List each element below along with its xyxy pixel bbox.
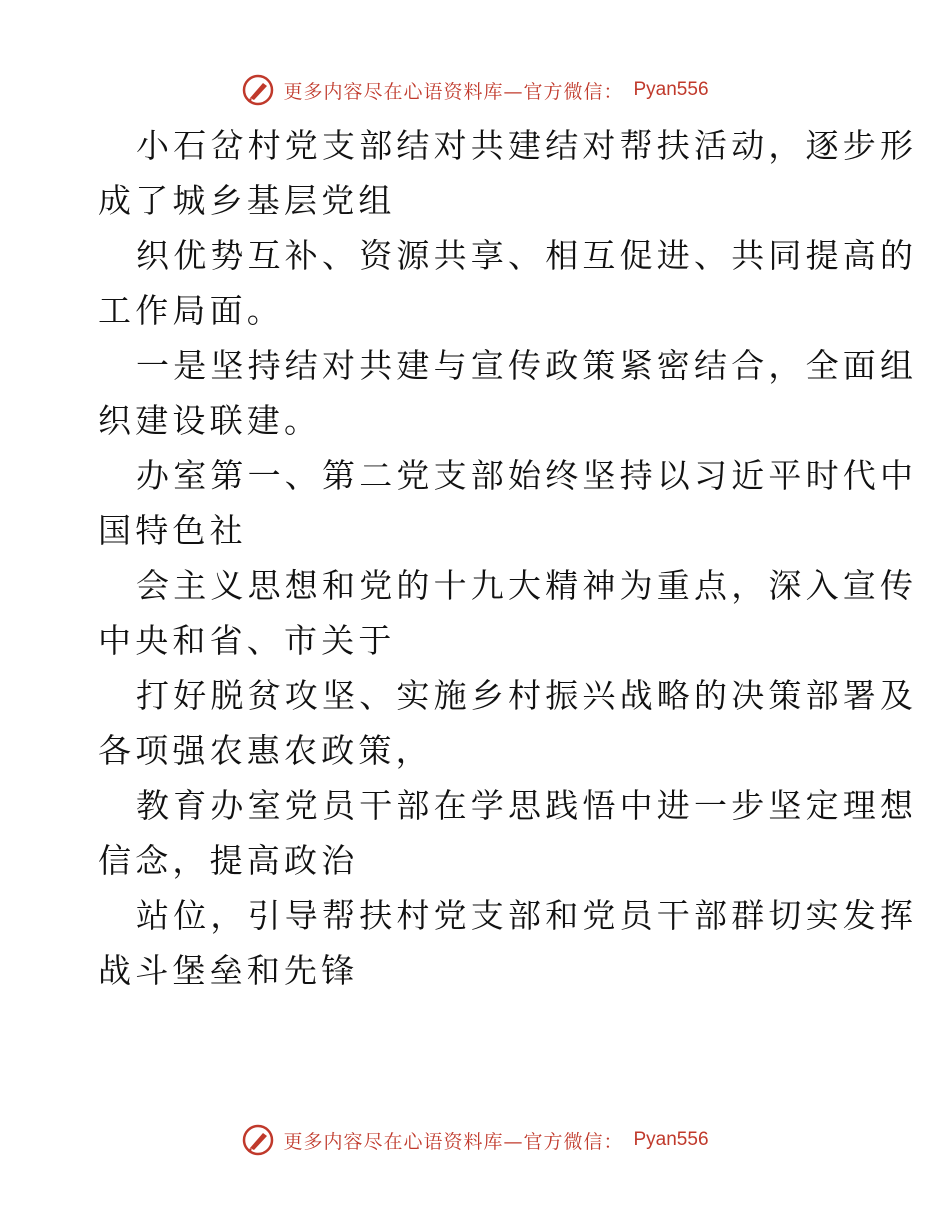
text-line: 战斗堡垒和先锋 — [98, 951, 359, 990]
pen-logo-icon — [241, 73, 275, 107]
text-line: 工作局面。 — [98, 291, 284, 330]
text-line: 国特色社 — [98, 511, 247, 550]
text-line: 中央和省、市关于 — [98, 621, 396, 660]
watermark-handle: Pyan556 — [633, 79, 709, 100]
text-line: 织优势互补、资源共享、相互促进、共同提高的 — [136, 236, 918, 275]
text-line: 办室第一、第二党支部始终坚持以习近平时代中 — [136, 456, 918, 495]
text-line: 织建设联建。 — [98, 401, 322, 440]
text-line: 各项强农惠农政策， — [98, 731, 433, 770]
watermark-site-text: 更多内容尽在心语资料库—官方微信： — [283, 1130, 624, 1153]
text-line: 一是坚持结对共建与宣传政策紧密结合，全面组 — [136, 346, 918, 385]
text-line: 小石岔村党支部结对共建结对帮扶活动，逐步形 — [136, 126, 918, 165]
header-watermark — [0, 70, 950, 110]
watermark-site-text: 更多内容尽在心语资料库—官方微信： — [283, 80, 624, 103]
watermark-handle: Pyan556 — [633, 1129, 709, 1150]
pen-logo-icon — [241, 1123, 275, 1157]
text-line: 教育办室党员干部在学思践悟中进一步坚定理想 — [136, 786, 918, 825]
text-line: 会主义思想和党的十九大精神为重点，深入宣传 — [136, 566, 918, 605]
text-line: 站位，引导帮扶村党支部和党员干部群切实发挥 — [136, 896, 918, 935]
text-line: 信念，提高政治 — [98, 841, 359, 880]
text-line: 成了城乡基层党组 — [98, 181, 396, 220]
document-body — [98, 118, 918, 998]
footer-watermark — [0, 1120, 950, 1160]
text-line: 打好脱贫攻坚、实施乡村振兴战略的决策部署及 — [136, 676, 918, 715]
